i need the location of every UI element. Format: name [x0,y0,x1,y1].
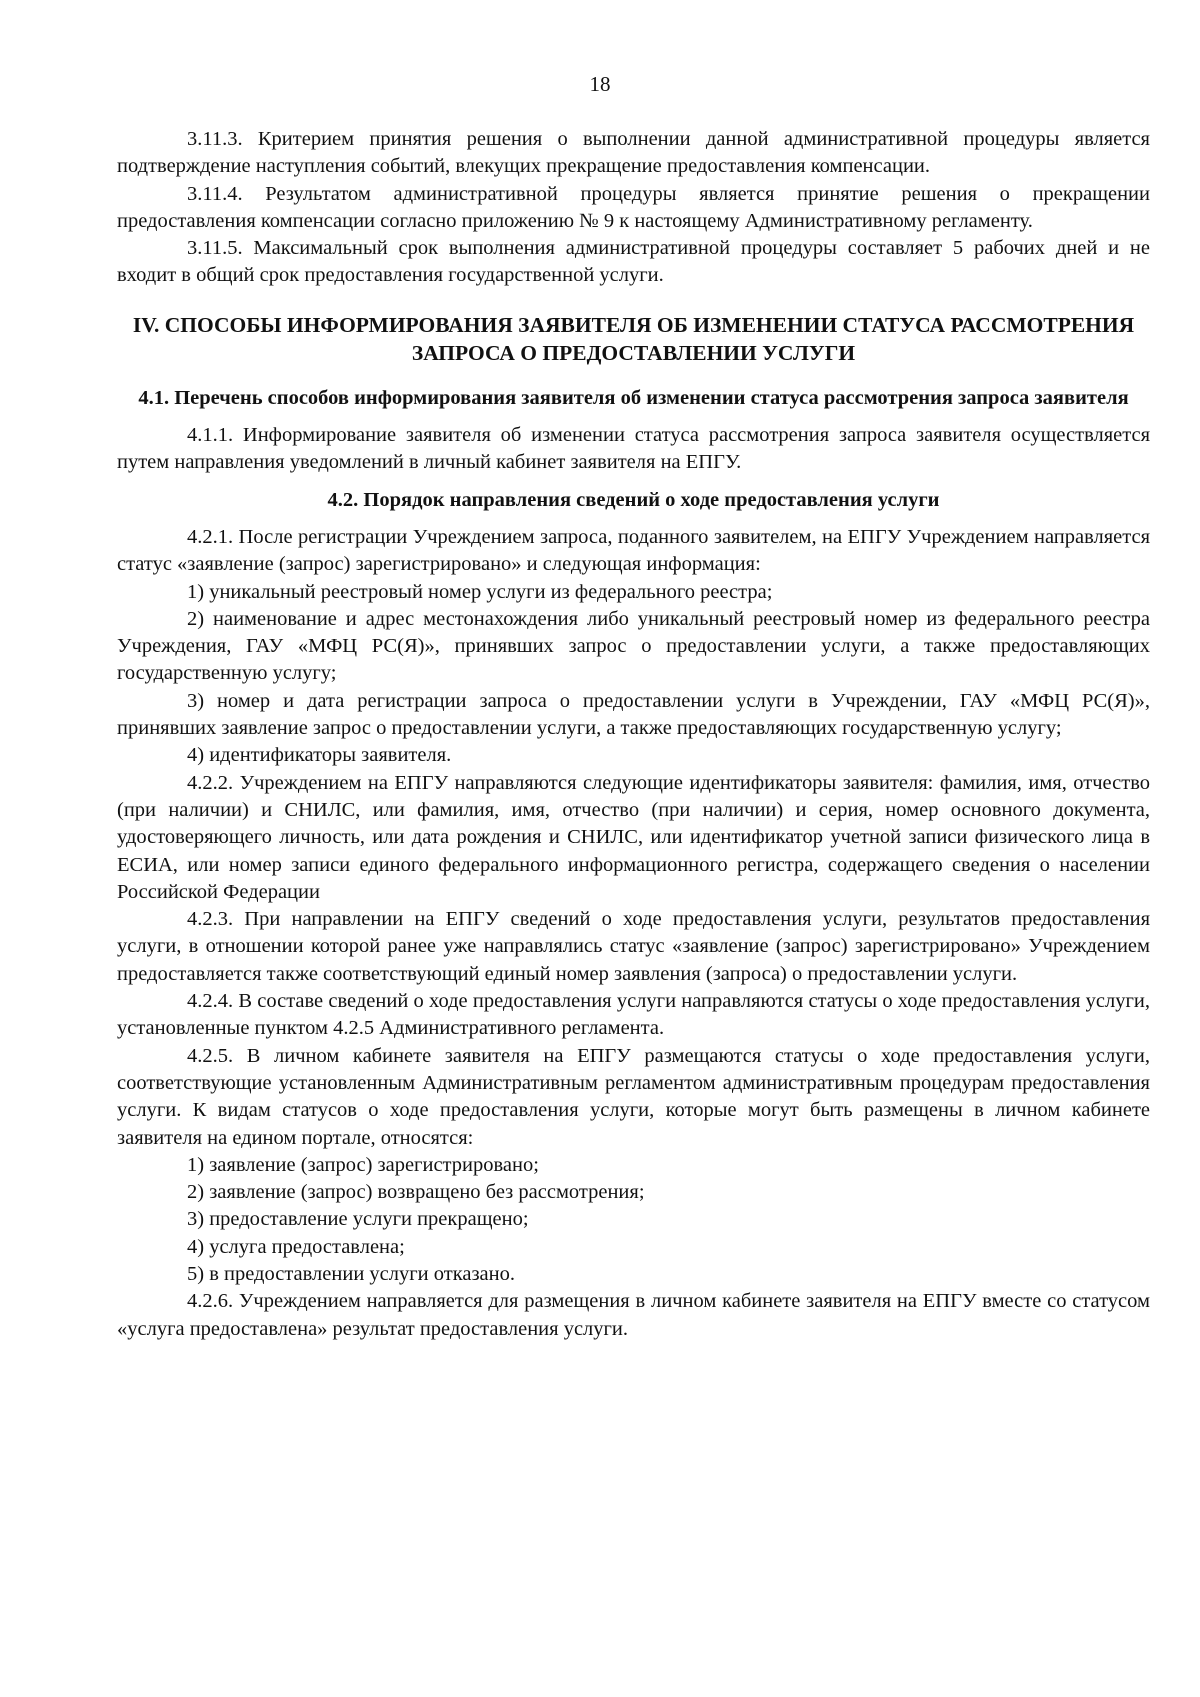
paragraph-4-2-5: 4.2.5. В личном кабинете заявителя на ЕПГУ размещаются статусы о ходе предоставления услуги, соответствующие установленным Административным регламентом административным процедурам предоставления услуги. К видам статусов о ходе предоставления услуги, которые могут быть размещены в личном кабинете заявителя на едином портале, относятся: [117,1044,1150,1149]
paragraph-4-1-1: 4.1.1. Информирование заявителя об изменении статуса рассмотрения запроса заявителя осуществляется путем направления уведомлений в личный кабинет заявителя на ЕПГУ. [117,424,1150,474]
subsection-heading-4-1: 4.1. Перечень способов информирования заявителя об изменении статуса рассмотрения запроса заявителя [138,386,1129,409]
list-item: 1) заявление (запрос) зарегистрировано; [187,1153,539,1176]
paragraph-3-11-3: 3.11.3. Критерием принятия решения о выполнении данной административной процедуры является подтверждение наступления событий, влекущих прекращение предоставления компенсации. [117,128,1150,178]
list-item: 3) номер и дата регистрации запроса о предоставлении услуги в Учреждении, ГАУ «МФЦ РС(Я)», принявших заявление запрос о предоставлении услуги, а также предоставляющих государственную услугу; [117,689,1150,740]
list-item: 2) заявление (запрос) возвращено без рассмотрения; [187,1181,645,1204]
paragraph-4-2-4: 4.2.4. В составе сведений о ходе предоставления услуги направляются статусы о ходе предоставления услуги, установленные пунктом 4.2.5 Административного регламента. [117,990,1150,1040]
list-item: 4) идентификаторы заявителя. [187,744,452,767]
list-item: 3) предоставление услуги прекращено; [187,1208,529,1231]
paragraph-4-2-1: 4.2.1. После регистрации Учреждением запроса, поданного заявителем, на ЕПГУ Учреждением направляется статус «заявление (запрос) зарегистрировано» и следующая информация: [117,525,1150,576]
document-body [117,126,1150,1343]
page-number: 18 [589,72,611,96]
paragraph-3-11-5: 3.11.5. Максимальный срок выполнения административной процедуры составляет 5 рабочих дней и не входит в общий срок предоставления государственной услуги. [117,237,1150,287]
paragraph-3-11-4: 3.11.4. Результатом административной процедуры является принятие решения о прекращении предоставления компенсации согласно приложению № 9 к настоящему Административному регламенту. [117,182,1150,232]
list-item: 2) наименование и адрес местонахождения либо уникальный реестровый номер из федерального реестра Учреждения, ГАУ «МФЦ РС(Я)», принявших запрос о предоставлении услуги, а также предоставляющих государственную услугу; [117,607,1150,685]
paragraph-4-2-2: 4.2.2. Учреждением на ЕПГУ направляются следующие идентификаторы заявителя: фамилия, имя, отчество (при наличии) и СНИЛС, или фамилия, имя, отчество (при наличии) и серия, номер основного документа, удостоверяющего личность, или дата рождения и СНИЛС, или идентификатор учетной записи физического лица в ЕСИА, или номер записи единого федерального информационного регистра, содержащего сведения о населении Российской Федерации [117,771,1150,903]
paragraph-4-2-3: 4.2.3. При направлении на ЕПГУ сведений о ходе предоставления услуги, результатов предоставления услуги, в отношении которой ранее уже направлялись статус «заявление (запрос) зарегистрировано» Учреждением предоставляется также соответствующий единый номер заявления (запроса) о предоставлении услуги. [117,908,1150,985]
subsection-heading-4-2: 4.2. Порядок направления сведений о ходе предоставления услуги [327,488,940,511]
paragraph-4-2-6: 4.2.6. Учреждением направляется для размещения в личном кабинете заявителя на ЕПГУ вместе со статусом «услуга предоставлена» результат предоставления услуги. [117,1290,1150,1340]
list-item: 5) в предоставлении услуги отказано. [187,1262,515,1285]
list-item: 4) услуга предоставлена; [187,1235,405,1258]
section-heading-iv: IV. СПОСОБЫ ИНФОРМИРОВАНИЯ ЗАЯВИТЕЛЯ ОБ ИЗМЕНЕНИИ СТАТУСА РАССМОТРЕНИЯ ЗАПРОСА О ПРЕДОСТАВЛЕНИИ УСЛУГИ [132,312,1135,365]
list-item: 1) уникальный реестровый номер услуги из федерального реестра; [187,580,773,603]
